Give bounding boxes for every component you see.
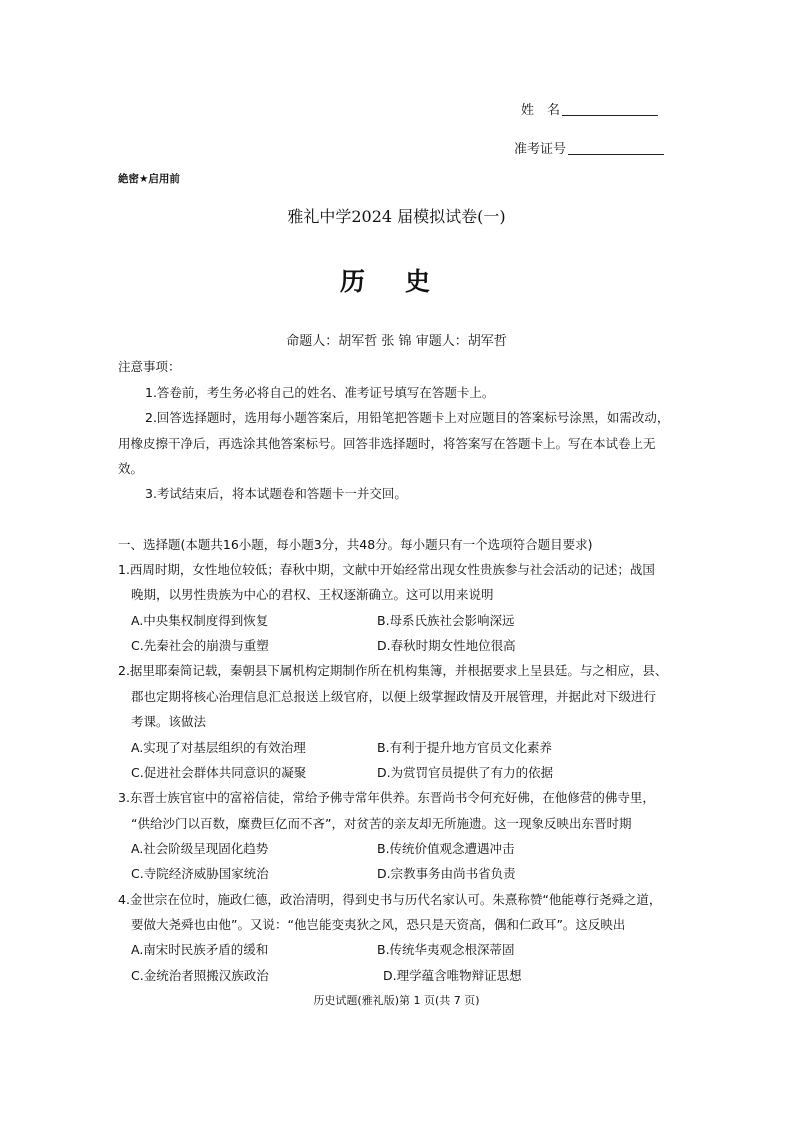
question-line: 1.西周时期，女性地位较低；春秋中期，文献中开始经常出现女性贵族参与社会活动的记述；战国 [118, 562, 655, 577]
note-line: 3.考试结束后，将本试题卷和答题卡一并交回。 [145, 486, 407, 501]
question-line: 郡也定期将核心治理信息汇总报送上级官府，以便上级掌握政情及开展管理，并据此对下级进行 [131, 689, 657, 704]
option-a: A.实现了对基层组织的有效治理 [131, 740, 306, 755]
option-a: A.中央集权制度得到恢复 [131, 613, 269, 628]
authors-line: 命题人：胡军哲 张 锦 审题人：胡军哲 [286, 334, 507, 349]
question-line: 3.东晋士族官宦中的富裕信徒，常给予佛寺常年供养。东晋尚书令何充好佛，在他修营的佛寺里， [118, 790, 655, 805]
option-b: B.母系氏族社会影响深远 [377, 613, 515, 628]
question-line: 晚期，以男性贵族为中心的君权、王权逐渐确立。这可以用来说明 [131, 587, 494, 602]
exam-id-label: 准考证号 [514, 142, 567, 157]
option-c: C.先秦社会的崩溃与重塑 [131, 638, 269, 653]
option-a: A.南宋时民族矛盾的缓和 [131, 942, 269, 957]
exam-id-field[interactable] [514, 138, 664, 157]
note-line: 效。 [118, 461, 144, 476]
question-line: “供给沙门以百数，糜费巨亿而不吝”，对贫苦的亲友却无所施遗。这一现象反映出东晋时期 [131, 816, 632, 831]
note-line: 用橡皮擦干净后，再选涂其他答案标号。回答非选择题时，将答案写在答题卡上。写在本试卷上无 [118, 436, 656, 451]
subject-title: 历史 [340, 267, 471, 296]
note-line: 1.答卷前，考生务必将自己的姓名、准考证号填写在答题卡上。 [145, 385, 495, 400]
option-d: D.理学蕴含唯物辩证思想 [383, 968, 522, 983]
option-c: C.金统治者照搬汉族政治 [131, 968, 269, 983]
name-blank[interactable] [562, 101, 658, 116]
option-d: D.春秋时期女性地位很高 [377, 638, 516, 653]
question-line: 考课。该做法 [131, 714, 207, 729]
option-b: B.传统华夷观念根深蒂固 [377, 942, 515, 957]
question-line: 4.金世宗在位时，施政仁德，政治清明，得到史书与历代名家认可。朱熹称赞“他能尊行尧舜之道， [118, 892, 662, 907]
exam-title: 雅礼中学2024 届模拟试卷(一) [287, 207, 506, 226]
option-c: C.寺院经济威胁国家统治 [131, 866, 269, 881]
option-b: B.有利于提升地方官员文化素养 [377, 740, 553, 755]
option-a: A.社会阶级呈现固化趋势 [131, 841, 269, 856]
option-d: D.为赏罚官员提供了有力的依据 [377, 765, 554, 780]
confidential-mark: 絶密★启用前 [118, 173, 180, 185]
option-b: B.传统价值观念遭遇冲击 [377, 841, 515, 856]
question-line: 要做大尧舜也由他”。又说：“他岂能变夷狄之风，恐只是天资高，偶和仁政耳”。这反映出 [131, 917, 626, 932]
question-line: 2.据里耶秦简记载，秦朝县下属机构定期制作所在机构集簿，并根据要求上呈县廷。与之相应，县、 [118, 663, 668, 678]
name-field[interactable] [521, 99, 658, 118]
page-footer: 历史试题(雅礼版)第 1 页(共 7 页) [313, 994, 480, 1007]
note-line: 2.回答选择题时，选用每小题答案后，用铅笔把答题卡上对应题目的答案标号涂黑，如需改动， [145, 410, 670, 425]
option-c: C.促进社会群体共同意识的凝聚 [131, 765, 307, 780]
exam-id-blank[interactable] [568, 140, 664, 155]
name-label: 姓 名 [521, 103, 561, 118]
notes-heading: 注意事项： [118, 359, 181, 374]
section-heading: 一、选择题(本题共16小题，每小题3分，共48分。每小题只有一个选项符合题目要求) [118, 537, 593, 552]
option-d: D.宗教事务由尚书省负责 [377, 866, 516, 881]
